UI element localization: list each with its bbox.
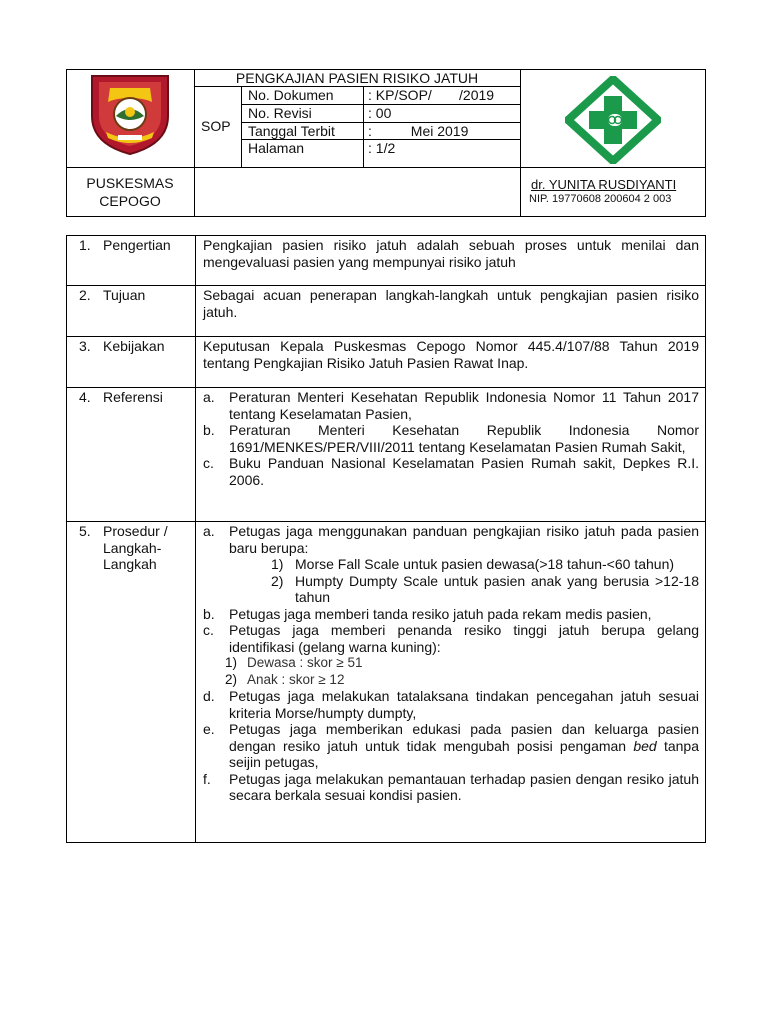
row-label-referensi bbox=[79, 389, 163, 406]
list-item-text: tanpa seijin petugas, bbox=[229, 737, 699, 770]
list-item-text: Petugas jaga memberikan edukasi pada pasien dan keluarga pasien dengan resiko jatuh untuk tidak mengubah posisi pengaman bbox=[229, 721, 699, 754]
list-item-text: Anak : skor ≥ 12 bbox=[247, 671, 345, 687]
list-item-text-italic: bed bbox=[633, 737, 657, 754]
document-title: PENGKAJIAN PASIEN RISIKO JATUH bbox=[235, 70, 479, 86]
row-label-pengertian bbox=[79, 237, 171, 254]
doc-row-label: No. Revisi bbox=[248, 105, 312, 121]
puskesmas-logo bbox=[565, 76, 661, 164]
header-divider bbox=[241, 86, 242, 167]
sop-label: SOP bbox=[201, 118, 231, 134]
row-label-prosedur bbox=[79, 523, 168, 573]
row-number: 5. bbox=[79, 523, 91, 539]
list-marker: 2) bbox=[225, 671, 238, 687]
regency-emblem-logo bbox=[86, 72, 174, 156]
list-item-text: Petugas jaga memberi tanda resiko jatuh pada rekam medis pasien, bbox=[229, 605, 652, 622]
row-label-text: Tujuan bbox=[103, 287, 146, 303]
row-number: 1. bbox=[79, 237, 91, 253]
header-divider bbox=[363, 86, 364, 167]
doc-row-value: : Mei 2019 bbox=[368, 123, 469, 139]
list-item bbox=[203, 771, 699, 804]
doc-row-value: : 00 bbox=[368, 105, 392, 121]
signatory-nip: NIP. 19770608 200604 2 003 bbox=[529, 193, 672, 205]
row-divider bbox=[67, 521, 705, 522]
org-name-line1: PUSKESMAS bbox=[86, 175, 174, 191]
sub-list-item bbox=[203, 556, 699, 573]
list-item bbox=[203, 721, 699, 771]
list-marker: b. bbox=[203, 605, 215, 622]
list-marker: 1) bbox=[271, 556, 284, 572]
header-divider bbox=[520, 69, 521, 217]
header-divider bbox=[66, 167, 706, 168]
row-label-text: Referensi bbox=[103, 389, 163, 405]
list-item bbox=[203, 389, 699, 422]
org-name-line2: CEPOGO bbox=[99, 193, 161, 209]
row-label-kebijakan bbox=[79, 338, 165, 355]
row-number: 3. bbox=[79, 338, 91, 354]
list-item-text: Buku Panduan Nasional Keselamatan Pasien Rumah sakit, Depkes R.I. 2006. bbox=[229, 455, 699, 488]
row-label-text: Prosedur / bbox=[103, 523, 168, 539]
list-item-text: Peraturan Menteri Kesehatan Republik Indonesia Nomor 11 Tahun 2017 tentang Keselamatan Pasien, bbox=[229, 389, 699, 422]
list-item-text: Petugas jaga menggunakan panduan pengkajian risiko jatuh pada pasien baru berupa: bbox=[229, 523, 699, 556]
doc-row-value: : KP/SOP/ /2019 bbox=[368, 87, 495, 103]
list-marker: c. bbox=[203, 622, 214, 638]
row-divider bbox=[67, 336, 705, 337]
list-item-text: Humpty Dumpty Scale untuk pasien anak yang berusia >12-18 tahun bbox=[295, 572, 699, 605]
list-item bbox=[203, 422, 699, 455]
tujuan-text: Sebagai acuan penerapan langkah-langkah untuk pengkajian pasien risiko jatuh. bbox=[203, 287, 699, 320]
doc-row-value: : 1/2 bbox=[368, 140, 396, 156]
list-marker: c. bbox=[203, 455, 214, 471]
list-item-text: Peraturan Menteri Kesehatan Republik Indonesia Nomor 1691/MENKES/PER/VIII/2011 tentang Keselamatan Pasien Rumah Sakit, bbox=[229, 422, 699, 455]
list-item bbox=[203, 606, 699, 623]
signatory-name: dr. YUNITA RUSDIYANTI bbox=[531, 177, 677, 192]
list-item-text: Morse Fall Scale untuk pasien dewasa(>18 tahun-<60 tahun) bbox=[295, 556, 675, 572]
row-label-text: Kebijakan bbox=[103, 338, 165, 354]
list-marker: a. bbox=[203, 523, 215, 539]
pengertian-text: Pengkajian pasien risiko jatuh adalah sebuah proses untuk menilai dan mengevaluasi pasien yang mempunyai risiko jatuh bbox=[203, 237, 699, 270]
kebijakan-text: Keputusan Kepala Puskesmas Cepogo Nomor 445.4/107/88 Tahun 2019 tentang Pengkajian Risiko Jatuh Pasien Rawat Inap. bbox=[203, 338, 699, 371]
list-item-text: Dewasa : skor ≥ 51 bbox=[247, 655, 363, 670]
list-marker: f. bbox=[203, 770, 211, 787]
list-item bbox=[203, 523, 699, 556]
row-divider bbox=[67, 387, 705, 388]
sub-list-item bbox=[203, 655, 699, 672]
sub-list-item bbox=[203, 672, 699, 689]
list-item bbox=[203, 455, 699, 488]
row-label-text: Langkah bbox=[103, 556, 157, 572]
list-item bbox=[203, 688, 699, 721]
doc-row-label: Tanggal Terbit bbox=[248, 123, 335, 139]
row-number: 2. bbox=[79, 287, 91, 303]
list-item-text: Petugas jaga memberi penanda resiko tinggi jatuh berupa gelang identifikasi (gelang warna kuning): bbox=[229, 622, 699, 655]
sub-list-item bbox=[203, 573, 699, 606]
list-item-text: Petugas jaga melakukan pemantauan terhadap pasien dengan resiko jatuh secara berkala sesuai kondisi pasien. bbox=[229, 770, 699, 803]
list-item-text: Petugas jaga melakukan tatalaksana tindakan pencegahan jatuh sesuai kriteria Morse/humpty dumpty, bbox=[229, 688, 699, 721]
header-divider bbox=[194, 69, 195, 217]
row-label-text: Langkah- bbox=[103, 539, 162, 556]
doc-row-label: No. Dokumen bbox=[248, 87, 334, 103]
prosedur-list bbox=[203, 523, 699, 804]
list-marker: b. bbox=[203, 422, 215, 438]
sop-content-table bbox=[66, 235, 706, 843]
list-marker: d. bbox=[203, 688, 215, 704]
row-divider bbox=[67, 285, 705, 286]
list-item bbox=[203, 622, 699, 655]
row-label-tujuan bbox=[79, 287, 145, 304]
doc-row-label: Halaman bbox=[248, 140, 305, 156]
list-marker: 1) bbox=[225, 655, 238, 670]
row-label-text: Pengertian bbox=[103, 237, 171, 253]
list-marker: a. bbox=[203, 389, 215, 405]
column-divider bbox=[195, 236, 196, 842]
row-number: 4. bbox=[79, 389, 91, 405]
referensi-list bbox=[203, 389, 699, 488]
list-marker: 2) bbox=[271, 572, 284, 589]
list-marker: e. bbox=[203, 721, 215, 737]
